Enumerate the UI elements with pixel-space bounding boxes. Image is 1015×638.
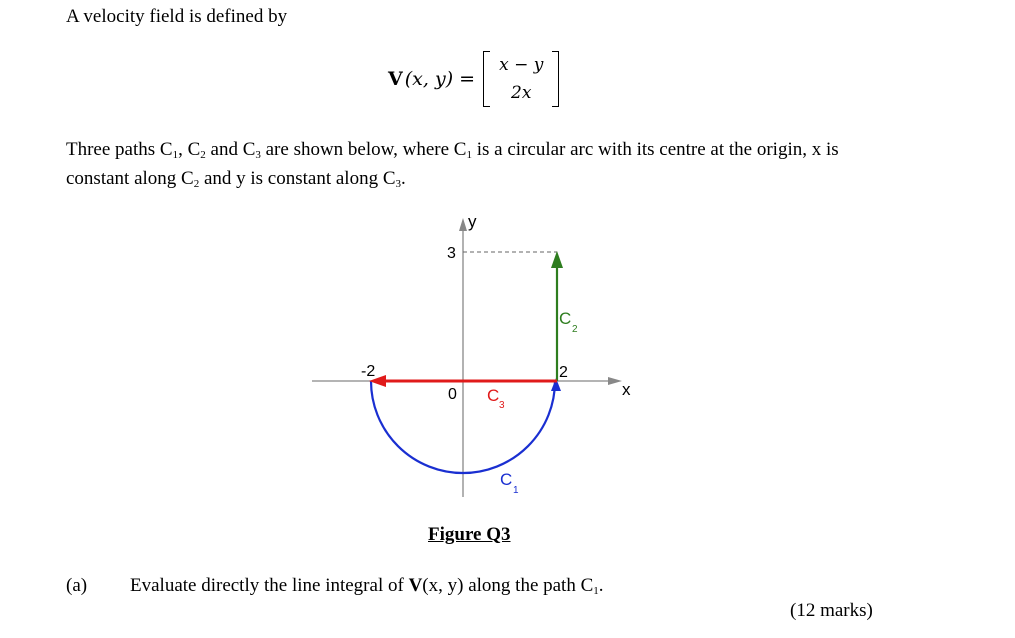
c3-label: C: [487, 386, 500, 405]
question-label: (a): [66, 575, 88, 596]
question-text: Evaluate directly the line integral of V(x, y) along the path $C_1$.: [130, 575, 604, 597]
equation-lhs-symbol: V: [388, 68, 403, 90]
c3-label-subscript: 3: [499, 400, 505, 411]
c2-arrow-icon: [551, 251, 563, 268]
y-axis-label: y: [468, 212, 477, 231]
c1-label: C: [500, 470, 513, 489]
c1-label-subscript: 1: [513, 485, 519, 496]
paths-description: Three paths $C_1$, $C_2$ and $C_3$ are shown below, where $C_1$ is a circular arc with its centre at the origin, x is constant along $C_2$ and y is constant along $C_3$.: [66, 139, 839, 190]
c2-label-subscript: 2: [572, 324, 578, 335]
intro-text: A velocity field is defined by: [66, 6, 288, 27]
tick-label-xneg2: -2: [361, 363, 376, 380]
matrix-row-2: 2x: [511, 83, 532, 103]
tick-label-x2: 2: [559, 364, 568, 381]
equation-lhs-args: (x, y) =: [404, 68, 476, 90]
c2-label: C: [559, 309, 572, 328]
marks-label: (12 marks): [790, 600, 873, 621]
tick-label-y3: 3: [447, 245, 456, 262]
figure-title: Figure Q3: [428, 524, 511, 545]
y-axis-arrow-icon: [459, 218, 467, 231]
x-axis-label: x: [622, 380, 631, 399]
origin-label: 0: [448, 386, 457, 403]
x-axis-arrow-icon: [608, 377, 622, 385]
matrix-row-1: x − y: [499, 55, 544, 75]
